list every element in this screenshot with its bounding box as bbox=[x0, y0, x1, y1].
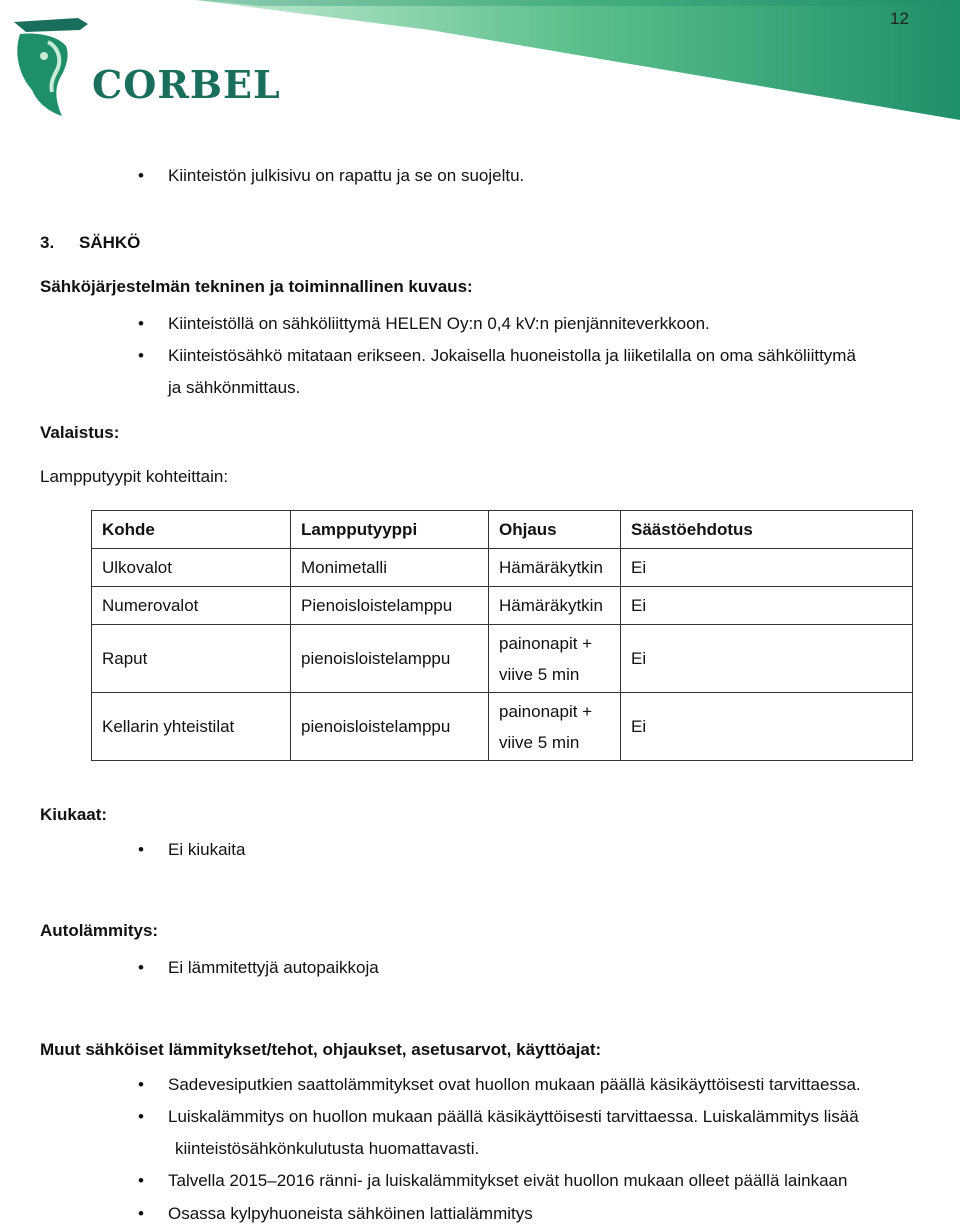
table-cell: pienoisloistelamppu bbox=[291, 693, 489, 761]
description-heading: Sähköjärjestelmän tekninen ja toiminnallinen kuvaus: bbox=[40, 277, 473, 296]
table-cell: pienoisloistelamppu bbox=[291, 625, 489, 693]
column-header: Kohde bbox=[92, 511, 291, 549]
table-cell: Monimetalli bbox=[291, 549, 489, 587]
table-row bbox=[92, 625, 913, 693]
description-bullet: • Kiinteistösähkö mitataan erikseen. Jokaisella huoneistolla ja liiketilalla on oma sähköliittymä bbox=[168, 346, 856, 366]
kiukaat-heading: Kiukaat: bbox=[40, 805, 108, 824]
column-header: Lampputyyppi bbox=[291, 511, 489, 549]
autolammitys-heading: Autolämmitys: bbox=[40, 921, 159, 940]
cell-line: painonapit + bbox=[499, 701, 593, 721]
table-cell: Hämäräkytkin bbox=[489, 587, 621, 625]
table-cell: Ei bbox=[621, 693, 913, 761]
table-cell: Hämäräkytkin bbox=[489, 549, 621, 587]
muut-continuation: kiinteistösähkönkulutusta huomattavasti. bbox=[175, 1139, 480, 1158]
lighting-subheading: Lampputyypit kohteittain: bbox=[40, 467, 229, 486]
description-continuation: ja sähkönmittaus. bbox=[168, 378, 301, 397]
table-cell: Kellarin yhteistilat bbox=[92, 693, 291, 761]
section-title: SÄHKÖ bbox=[79, 233, 141, 252]
lamp-table bbox=[91, 510, 913, 761]
corbel-logo-icon bbox=[8, 12, 98, 120]
table-cell: Numerovalot bbox=[92, 587, 291, 625]
muut-bullet: • Sadevesiputkien saattolämmitykset ovat huollon mukaan päällä käsikäyttöisesti tarvittaessa. bbox=[168, 1075, 861, 1095]
muut-bullet: • Luiskalämmitys on huollon mukaan päällä käsikäyttöisesti tarvittaessa. Luiskalämmitys lisää bbox=[168, 1107, 859, 1127]
cell-line: viive 5 min bbox=[499, 664, 580, 684]
column-header: Ohjaus bbox=[489, 511, 621, 549]
table-cell bbox=[489, 693, 621, 761]
kiukaat-bullet: • Ei kiukaita bbox=[168, 840, 245, 860]
muut-bullet: • Talvella 2015–2016 ränni- ja luiskalämmitykset eivät huollon mukaan olleet päällä lainkaan bbox=[168, 1171, 847, 1191]
table-cell: Pienoisloistelamppu bbox=[291, 587, 489, 625]
muut-bullet: • Osassa kylpyhuoneista sähköinen lattialämmitys bbox=[168, 1204, 533, 1224]
page-number: 12 bbox=[890, 9, 909, 28]
table-cell: Ei bbox=[621, 625, 913, 693]
cell-line: painonapit + bbox=[499, 633, 593, 653]
table-row bbox=[92, 549, 913, 587]
table-cell: Ulkovalot bbox=[92, 549, 291, 587]
autolammitys-bullet: • Ei lämmitettyjä autopaikkoja bbox=[168, 958, 379, 978]
section-number: 3. bbox=[40, 233, 55, 252]
table-header-row bbox=[92, 511, 913, 549]
logo-text: CORBEL bbox=[92, 62, 281, 107]
muut-heading: Muut sähköiset lämmitykset/tehot, ohjaukset, asetusarvot, käyttöajat: bbox=[40, 1040, 602, 1059]
table-row bbox=[92, 693, 913, 761]
column-header: Säästöehdotus bbox=[621, 511, 913, 549]
table-cell: Raput bbox=[92, 625, 291, 693]
intro-bullet: • Kiinteistön julkisivu on rapattu ja se on suojeltu. bbox=[168, 166, 524, 186]
description-bullet: • Kiinteistöllä on sähköliittymä HELEN Oy:n 0,4 kV:n pienjänniteverkkoon. bbox=[168, 314, 710, 334]
table-row bbox=[92, 587, 913, 625]
table-cell: Ei bbox=[621, 549, 913, 587]
lighting-heading: Valaistus: bbox=[40, 423, 120, 442]
table-cell bbox=[489, 625, 621, 693]
cell-line: viive 5 min bbox=[499, 732, 580, 752]
table-cell: Ei bbox=[621, 587, 913, 625]
